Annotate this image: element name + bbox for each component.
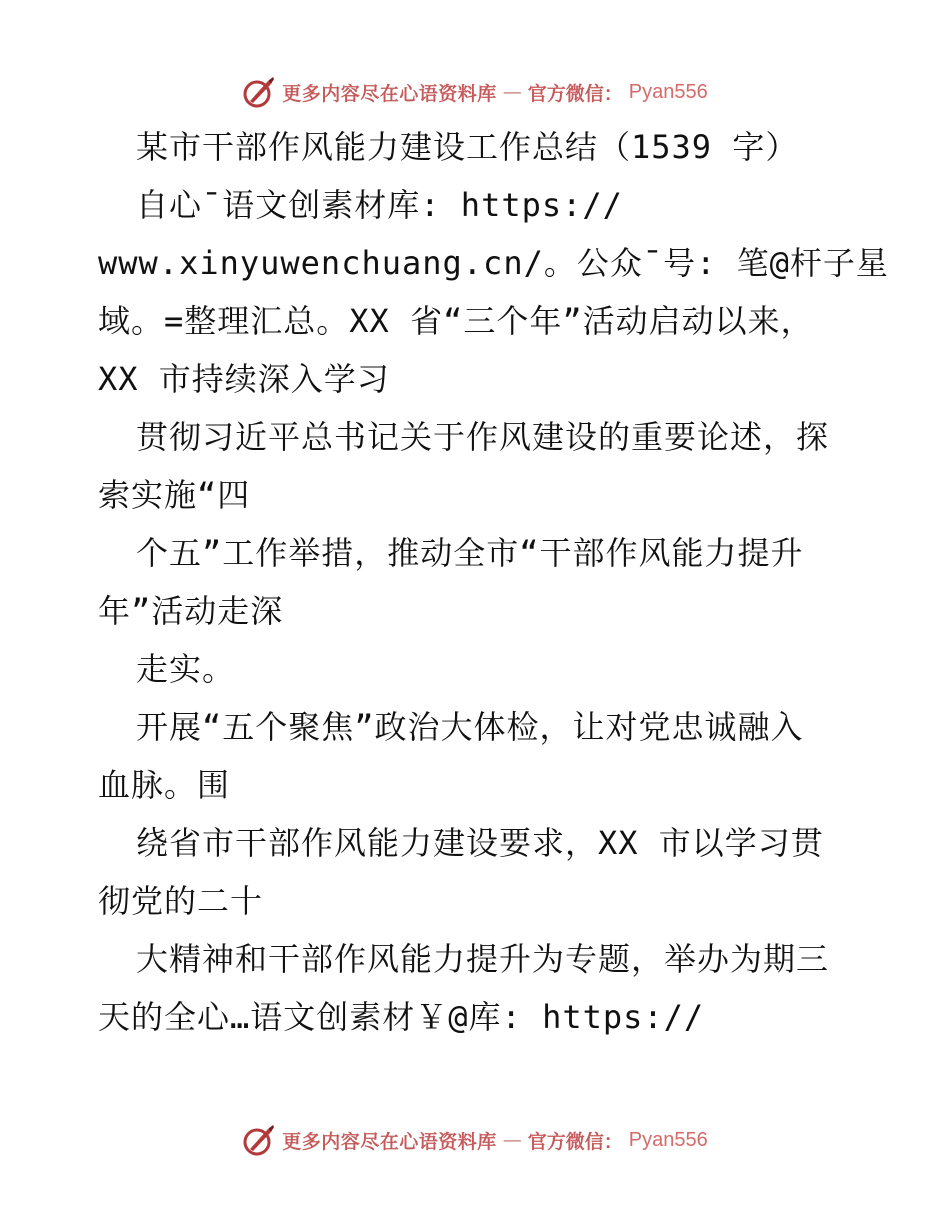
text-line: 开展“五个聚焦”政治大体检，让对党忠诚融入: [136, 708, 804, 746]
header-watermark-banner: [0, 72, 950, 112]
text-line: XX 市持续深入学习: [98, 360, 390, 398]
banner-text: 更多内容尽在心语资料库: [282, 82, 497, 105]
banner-wechat-label: 官方微信：: [527, 1130, 623, 1153]
text-line: 自心¯语文创素材库: https://: [136, 186, 623, 224]
document-body: [98, 118, 889, 1046]
text-line: 贯彻习近平总书记关于作风建设的重要论述，探: [136, 418, 830, 456]
banner-account: Pyan556: [628, 1128, 708, 1151]
text-line: 索实施“四: [98, 476, 251, 514]
quill-pen-logo-icon: [242, 1123, 276, 1157]
banner-separator: —: [502, 81, 522, 103]
quill-pen-logo-icon: [242, 75, 276, 109]
text-line: 走实。: [136, 650, 236, 688]
banner-separator: —: [502, 1129, 522, 1151]
text-line: 彻党的二十: [98, 882, 264, 920]
banner-wechat-label: 官方微信：: [527, 82, 623, 105]
text-line: www.xinyuwenchuang.cn/。公众¯号: 笔@杆子星: [98, 244, 889, 282]
text-line: 年”活动走深: [98, 592, 284, 630]
text-line: 某市干部作风能力建设工作总结（1539 字）: [136, 128, 799, 166]
text-line: 血脉。围: [98, 766, 231, 804]
text-line: 天的全心…语文创素材￥@库: https://: [98, 998, 705, 1036]
text-line: 域。=整理汇总。XX 省“三个年”活动启动以来，: [98, 302, 814, 340]
banner-text: 更多内容尽在心语资料库: [282, 1130, 497, 1153]
text-line: 大精神和干部作风能力提升为专题，举办为期三: [136, 940, 830, 978]
text-line: 绕省市干部作风能力建设要求，XX 市以学习贯: [136, 824, 824, 862]
text-line: 个五”工作举措，推动全市“干部作风能力提升: [136, 534, 804, 572]
footer-watermark-banner: [0, 1120, 950, 1160]
banner-account: Pyan556: [628, 80, 708, 103]
